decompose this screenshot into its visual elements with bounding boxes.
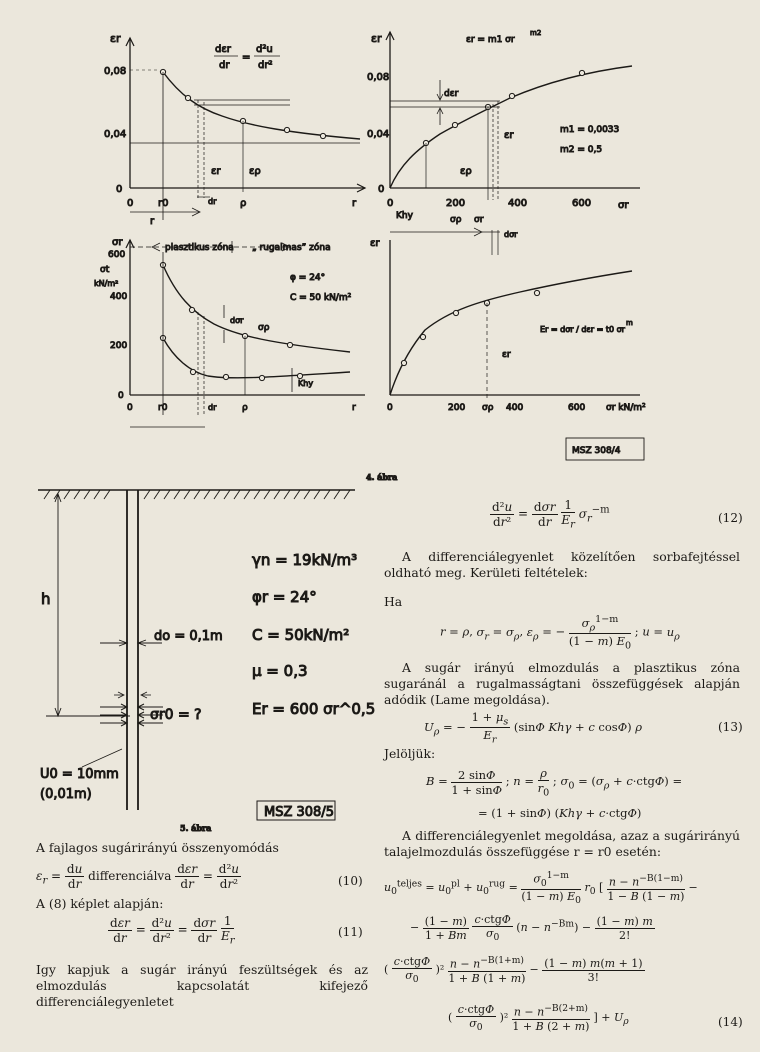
- tr-y-label: εr: [371, 32, 382, 45]
- left-paragraph-3: Igy kapjuk a sugár irányú feszültségek és az elmozdulás kapcsolatát kifejező differenciálegyenletet: [36, 962, 368, 1009]
- tl-eq-rhs-den: dr²: [258, 60, 273, 71]
- tr-d-eps: dεr: [444, 89, 459, 99]
- eq11-number: (11): [338, 925, 363, 939]
- br-top-sigma-rho: σρ: [450, 215, 462, 225]
- tr-x-tick-1: 200: [446, 198, 466, 209]
- fig5-param-mu: μ = 0,3: [252, 662, 308, 680]
- bl-d-sigma: dσr: [230, 316, 244, 325]
- eq13-number: (13): [718, 720, 743, 734]
- bl-x-tick-2: dr: [208, 403, 217, 412]
- br-formula-exp: m: [626, 319, 633, 327]
- panel-stress-vs-radius: [126, 240, 365, 427]
- bl-y-tick-3: 0: [118, 391, 124, 401]
- tr-eps-rho-label: ερ: [460, 166, 472, 177]
- definitions: B = $\frac{2 \sin\Phi}{1 + \sin\Phi}$ ; n = $\frac{\rho}{r_0}$ ; $\sigma_0 = (\sigma_\rho + c\cdot ctg\Phi)$ =: [426, 766, 683, 799]
- bl-x-tick-1: r0: [158, 403, 168, 413]
- tl-x-sub-dr: dr: [208, 197, 217, 206]
- tr-x-tick-4: σr: [618, 200, 629, 211]
- bl-sigma-rho: σρ: [258, 323, 270, 333]
- right-paragraph-1: A differenciálegyenlet közelítően sorbafejtéssel oldható meg. Kerületi feltételek:: [384, 549, 740, 580]
- tr-formula-exp: m2: [530, 29, 542, 37]
- fig5-h-label: h: [41, 590, 51, 608]
- left-paragraph-2: A (8) képlet alapján:: [36, 896, 164, 911]
- br-x-tick-5: σr kN/m²: [606, 403, 646, 413]
- br-x-tick-4: 600: [568, 403, 586, 413]
- tl-x-tick-2: ρ: [240, 198, 247, 209]
- eq10-number: (10): [338, 874, 363, 888]
- equation-14-line-3: ( c·ctgΦ $\sigma_0$ )² $\frac{n - n^{-B(1+m)}}{1 + B (1 + m)}$ − $\frac{(1 - m) m(m + 1)}{3!}$: [384, 955, 643, 986]
- panel-strain-vs-radius: [126, 38, 365, 220]
- bl-units-1: σt: [100, 265, 110, 275]
- br-x-tick-0: 0: [387, 403, 393, 413]
- eq10-text: differenciálva: [88, 869, 172, 883]
- bl-y-label: σr: [112, 237, 123, 248]
- br-top-khy: Khy: [396, 211, 413, 221]
- bl-y-tick-2: 200: [110, 341, 128, 351]
- tr-m2: m2 = 0,5: [560, 145, 603, 155]
- tr-x-tick-0: 0: [387, 198, 394, 209]
- bl-zone-elastic: „ rugalmas” zóna: [252, 243, 331, 253]
- fig5-stamp: MSZ 308/5: [264, 805, 334, 820]
- equation-13: $U_\rho$ = − $\frac{1 + \mu_s}{E_r}$ (sinΦ Khγ + c cosΦ) ρ: [424, 710, 643, 746]
- tl-y-tick-1: 0,04: [104, 129, 127, 140]
- definitions-line-2: = (1 + sinΦ) (Khγ + c·ctgΦ): [478, 806, 642, 820]
- fig5-param-phi: φr = 24°: [252, 588, 317, 606]
- tr-m1: m1 = 0,0033: [560, 125, 620, 135]
- fig5-caption: 5. ábra: [180, 823, 212, 833]
- equation-10: $\varepsilon_r$ = $\frac{du}{dr}$ differenciálva dεr dr = $\frac{\text{d²u}}{\text{dr²}}$: [36, 862, 239, 891]
- figure4-stamp: MSZ 308/4: [572, 446, 621, 456]
- tl-eq-equals: =: [242, 52, 251, 63]
- fig5-param-gamma: γn = 19kN/m³: [252, 551, 358, 569]
- equation-14-line-4: ( c·ctgΦ $\sigma_0$ )² $\frac{n - n^{-B(2+m)}}{1 + B (2 + m)}$ ] + $U_\rho$: [448, 1003, 629, 1034]
- br-x-tick-1: 200: [448, 403, 466, 413]
- bl-x-tick-4: r: [352, 403, 356, 413]
- fig5-param-c: C = 50kN/m²: [252, 626, 350, 644]
- br-x-tick-3: 400: [506, 403, 524, 413]
- tl-eps-rho-label: ερ: [249, 166, 261, 177]
- tl-x-tick-3: r: [352, 198, 357, 209]
- bl-phi: φ = 24°: [290, 273, 326, 283]
- tr-y-tick-0: 0,08: [367, 72, 390, 83]
- fig5-u0-label: U0 = 10mm: [40, 767, 119, 782]
- bl-y-tick-1: 400: [110, 292, 128, 302]
- bl-x-tick-0: 0: [127, 403, 133, 413]
- fig5-sigma-r0-label: σr0 = ?: [150, 707, 202, 723]
- equation-11: dεr dr = $\frac{\text{d²u}}{\text{dr²}}$ = dσr dr $\frac{1}{E_r}$: [110, 914, 235, 947]
- left-paragraph-1: A fajlagos sugárirányú összenyomódás: [36, 840, 279, 855]
- bl-zone-plastic: plasztikus zóna: [165, 243, 234, 253]
- tl-eq-rhs-num: d²u: [256, 44, 273, 55]
- bl-khy: Khy: [298, 379, 314, 388]
- figure-5: [0, 480, 380, 833]
- br-top-d-sigma: dσr: [504, 230, 518, 239]
- bl-c: C = 50 kN/m²: [290, 293, 352, 303]
- tl-x-tick-0: 0: [127, 198, 134, 209]
- tl-x-tick-1: r0: [158, 198, 169, 209]
- equation-14-line-1: $u_0^{teljes} = u_0^{pl} + u_0^{rug}$ = $\frac{\sigma_0^{1-m}}{(1 - m) E_0}$ $r_0$ [ $\frac{n - n^{-B(1-m)}}{1 - B (1 - m)}$ −: [384, 870, 698, 907]
- boundary-conditions: r = ρ, $\sigma_r = \sigma_\rho$, $\varepsilon_\rho$ = − $\frac{\sigma_\rho^{1-m}}{(1 - m) E_0}$ ; $u = u_\rho$: [440, 614, 680, 652]
- fig5-u0-sub-label: (0,01m): [40, 787, 92, 802]
- tl-y-tick-2: 0: [116, 184, 123, 195]
- tl-eq-lhs-den: dr: [219, 60, 230, 71]
- tr-y-tick-1: 0,04: [367, 129, 390, 140]
- tr-x-tick-2: 400: [508, 198, 528, 209]
- fig5-d0-label: do = 0,1m: [154, 629, 223, 644]
- br-y-label: εr: [370, 238, 380, 249]
- tl-eq-lhs-num: dεr: [215, 44, 231, 55]
- equation-14-line-2: − $\frac{(1 - m)}{1 + Bm}$ c·ctgΦ $\sigma_0$ $(n - n^{-Bm})$ − $\frac{(1 - m) m}{2!}$: [410, 913, 653, 944]
- tl-y-label: εr: [110, 32, 121, 45]
- right-ha: Ha: [384, 594, 403, 609]
- equation-12: $\frac{\text{d²u}}{\text{dr²}}$ = dσr dr $\frac{1}{E_r}$ $\sigma_r^{-m}$: [492, 498, 610, 531]
- bl-x-tick-3: ρ: [242, 403, 248, 413]
- fig5-param-er: Er = 600 σr^0,5: [252, 700, 376, 718]
- tr-formula: εr = m1 σr: [466, 35, 515, 45]
- bl-units-2: kN/m²: [94, 279, 119, 288]
- figure4-caption: 4. ábra: [366, 472, 398, 482]
- tr-y-tick-2: 0: [378, 184, 385, 195]
- tr-x-tick-3: 600: [572, 198, 592, 209]
- right-paragraph-3: A differenciálegyenlet megoldása, azaz a sugárirányú talajelmozdulás összefüggése r = r0 esetén:: [384, 828, 740, 859]
- figure-4: [0, 0, 760, 482]
- br-x-tick-2: σρ: [482, 403, 494, 413]
- tl-x-sub-r: r: [150, 216, 155, 227]
- right-jelol: Jelöljük:: [384, 746, 436, 761]
- eq12-number: (12): [718, 511, 743, 525]
- eq14-number: (14): [718, 1015, 743, 1029]
- br-top-sigma-r: σr: [474, 215, 484, 225]
- right-paragraph-2: A sugár irányú elmozdulás a plasztikus zóna sugaránál a rugalmasságtani összefüggések alapján adódik (Lame megoldása).: [384, 660, 740, 707]
- bl-y-tick-0: 600: [108, 250, 126, 260]
- tr-eps-r-label: εr: [504, 130, 514, 141]
- tl-y-tick-0: 0,08: [104, 66, 127, 77]
- panel-strain-vs-stress-2: [390, 228, 644, 460]
- br-formula: Er = dσr / dεr = t0 σr: [540, 325, 625, 334]
- br-eps-label: εr: [502, 350, 511, 360]
- panel-strain-vs-stress: [386, 32, 640, 200]
- tl-eps-r-label: εr: [211, 166, 221, 177]
